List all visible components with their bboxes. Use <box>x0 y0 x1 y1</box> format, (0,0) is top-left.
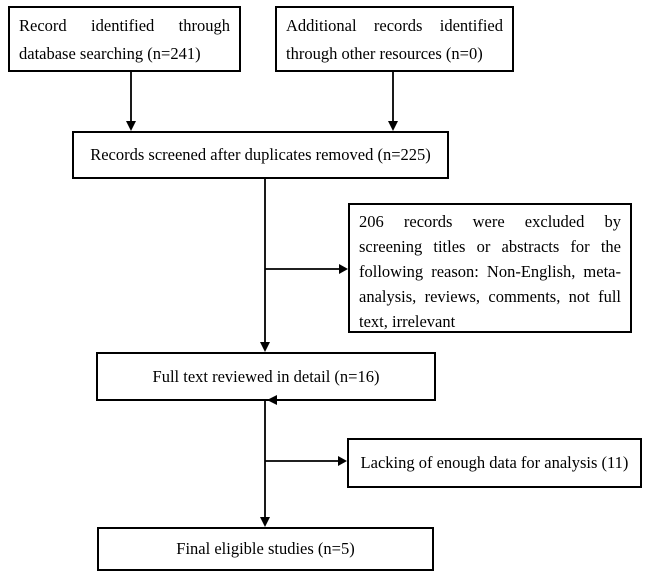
box-records-identified-other-resources: Additional records identified through other resources (n=0) <box>275 6 514 72</box>
box-records-excluded-by-screening: 206 records were excluded by screening titles or abstracts for the following reason: Non-English, meta-analysis, reviews, comments, not full text, irrelevant <box>348 203 632 333</box>
box-final-eligible-studies: Final eligible studies (n=5) <box>97 527 434 571</box>
arrow-branch-to-excluded-screening <box>265 264 348 274</box>
arrow-database-to-screened <box>126 72 136 131</box>
arrow-other-to-screened <box>388 72 398 131</box>
arrow-screened-to-fulltext <box>260 179 270 352</box>
box-records-identified-database: Record identified through database searching (n=241) <box>8 6 241 72</box>
box-records-screened: Records screened after duplicates removed (n=225) <box>72 131 449 179</box>
arrow-fulltext-to-final <box>260 401 270 527</box>
arrow-branch-to-lacking-data <box>265 456 347 466</box>
box-full-text-reviewed: Full text reviewed in detail (n=16) <box>96 352 436 401</box>
box-lacking-data-excluded: Lacking of enough data for analysis (11) <box>347 438 642 488</box>
